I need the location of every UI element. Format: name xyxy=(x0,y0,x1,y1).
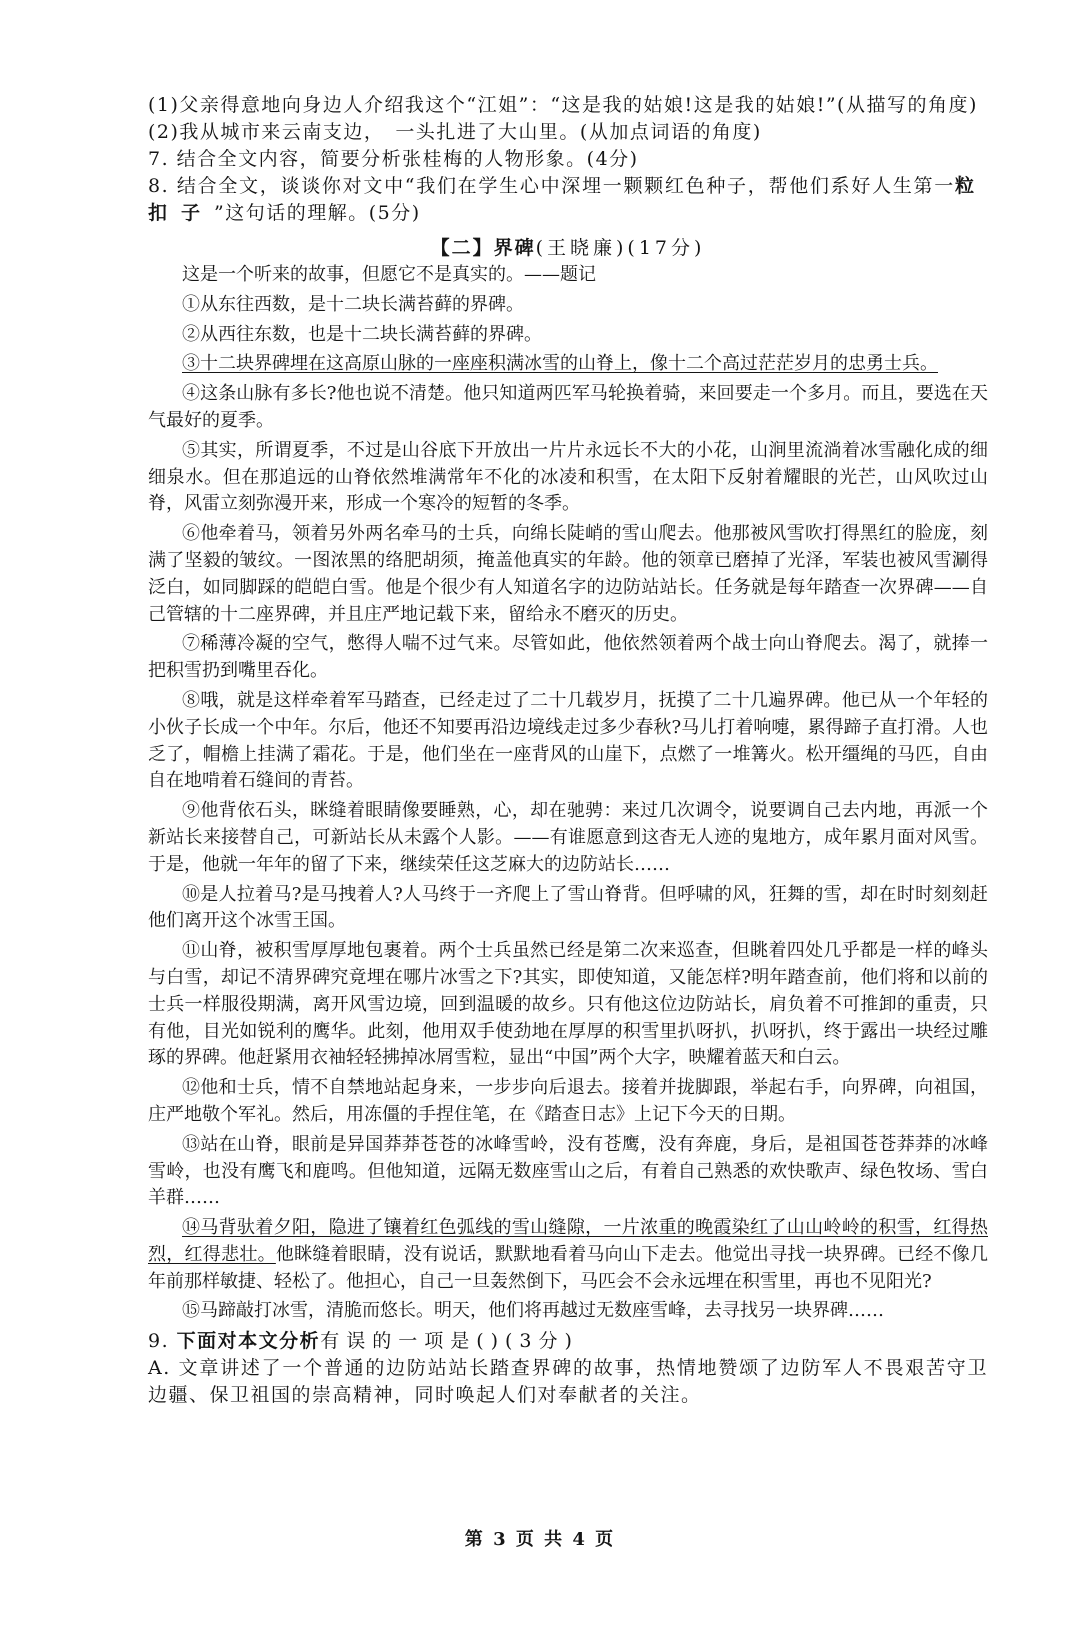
paragraph-12: ⑫他和士兵，情不自禁地站起身来，一步步向后退去。接着并拢脚跟，举起右手，向界碑，向祖国，庄严地敬个军礼。然后，用冻僵的手捏住笔，在《踏查日志》上记下今天的日期。 xyxy=(148,1077,988,1125)
question-9-lead: 下面对本文分析 xyxy=(176,1330,321,1353)
paragraph-14-underlined: ⑭马背驮着夕阳，隐进了镶着红色弧线的雪山缝隙，一片浓重的晚霞染红了山山岭岭的积雪，红得热烈，红得悲壮。 xyxy=(148,1217,988,1265)
story-text xyxy=(148,262,988,1325)
question-8 xyxy=(148,173,988,227)
paragraph-1: ①从东往西数，是十二块长满苔藓的界碑。 xyxy=(182,293,524,315)
exam-page-body xyxy=(148,92,988,1409)
question-8-emphasized-words: 粒扣子 xyxy=(148,175,988,224)
question-9-number: 9. xyxy=(148,1330,177,1353)
paragraph-3 xyxy=(148,351,988,378)
question-8-text-before: 8. 结合全文，谈谈你对文中“我们在学生心中深埋一颗颗红色种子，帮他们系好人生第一 xyxy=(148,175,955,197)
paragraph-11: ⑪山脊，被积雪厚厚地包裹着。两个士兵虽然已经是第二次来巡查，但眺着四处几乎都是一样的峰头与白雪，却记不清界碑究竟埋在哪片冰雪之下?其实，即使知道，又能怎样?明年踏查前，他们将和以前的士兵一样服役期满，离开风雪边境，回到温暖的故乡。只有他这位边防站长，肩负着不可推卸的重责，只有他，目光如锐利的鹰华。此刻，他用双手使劲地在厚厚的积雪里扒呀扒，扒呀扒，终于露出一块经过雕琢的界碑。他赶紧用衣袖轻轻拂掉冰屑雪粒，显出“中国”两个大字，映耀着蓝天和白云。 xyxy=(148,940,988,1069)
paragraph-6: ⑥他牵着马，领着另外两名牵马的士兵，向绵长陡峭的雪山爬去。他那被风雪吹打得黑红的脸庞，刻满了坚毅的皱纹。一图浓黑的络肥胡须，掩盖他真实的年龄。他的领章已磨掉了光泽，军装也被风雪涮得泛白，如同脚踩的皑皑白雪。他是个很少有人知道名字的边防站站长。任务就是每年踏查一次界碑——自己管辖的十二座界碑，并且庄严地记载下来，留给永不磨灭的历史。 xyxy=(148,523,988,625)
section-title: 【二】界碑 xyxy=(430,237,536,259)
question-8-text-after: ”这句话的理解。(5分) xyxy=(214,202,421,224)
question-7: 7. 结合全文内容，简要分析张桂梅的人物形象。(4分) xyxy=(148,148,639,170)
paragraph-3-underlined: ③十二块界碑埋在这高原山脉的一座座积满冰雪的山脊上，像十二个高过茫茫岁月的忠勇士兵。 xyxy=(182,353,938,375)
question-9 xyxy=(148,1328,988,1355)
paragraph-8: ⑧哦，就是这样牵着军马踏查，已经走过了二十几载岁月，抚摸了二十几遍界碑。他已从一个年轻的小伙子长成一个中年。尔后，他还不知要再沿边境线走过多少春秋?马儿打着响嚏，累得蹄子直打滑。人也乏了，帽檐上挂满了霜花。于是，他们坐在一座背风的山崖下，点燃了一堆篝火。松开缰绳的马匹，自由自在地啃着石缝间的青苔。 xyxy=(148,689,988,792)
previous-questions xyxy=(148,92,988,227)
paragraph-2: ②从西往东数，也是十二块长满苔藓的界碑。 xyxy=(182,323,542,345)
question-6-sub2: (2)我从城市来云南支边， 一头扎进了大山里。(从加点词语的角度) xyxy=(148,121,762,143)
question-6-sub1: (1)父亲得意地向身边人介绍我这个“江姐”：“这是我的姑娘!这是我的姑娘!”(从描写的角度) xyxy=(148,94,978,116)
epigraph: 这是一个听来的故事，但愿它不是真实的。——题记 xyxy=(182,264,596,285)
page-footer: 第 3 页 共 4 页 xyxy=(464,1529,616,1550)
question-9-block xyxy=(148,1328,988,1409)
paragraph-5: ⑤其实，所谓夏季，不过是山谷底下开放出一片片永远长不大的小花，山涧里流淌着冰雪融化成的细细泉水。但在那追远的山脊依然堆满常年不化的冰凌和积雪，在太阳下反射着耀眼的光芒，山风吹过山脊，风雷立刻弥漫开来，形成一个寒冷的短暂的冬季。 xyxy=(148,439,988,515)
paragraph-10: ⑩是人拉着马?是马拽着人?人马终于一齐爬上了雪山脊背。但呼啸的风，狂舞的雪，却在时时刻刻赶他们离开这个冰雪王国。 xyxy=(148,883,988,932)
paragraph-4: ④这条山脉有多长?他也说不清楚。他只知道两匹军马轮换着骑，来回要走一个多月。而且，要选在天气最好的夏季。 xyxy=(148,383,988,431)
question-9-option-a: A. 文章讲述了一个普通的边防站站长踏查界碑的故事，热情地赞颂了边防军人不畏艰苦守卫边疆、保卫祖国的崇高精神，同时唤起人们对奉献者的关注。 xyxy=(148,1357,988,1407)
paragraph-13: ⑬站在山脊，眼前是异国莽莽苍苍的冰峰雪岭，没有苍鹰，没有奔鹿，身后，是祖国苍苍莽莽的冰峰雪岭，也没有鹰飞和鹿鸣。但他知道，远隔无数座雪山之后，有着自己熟悉的欢快歌声、绿色牧场、雪白羊群…… xyxy=(148,1133,988,1209)
paragraph-9: ⑨他背依石头，眯缝着眼睛像要睡熟，心，却在驰骋：来过几次调令，说要调自己去内地，再派一个新站长来接替自己，可新站长从未露个人影。——有谁愿意到这杳无人迹的鬼地方，成年累月面对风雪。于是，他就一年年的留了下来，继续荣任这芝麻大的边防站长…… xyxy=(148,800,988,875)
paragraph-14 xyxy=(148,1215,988,1295)
question-9-prompt: 有误的一项是()(3分) xyxy=(320,1330,579,1353)
section-heading xyxy=(148,235,988,262)
paragraph-15: ⑮马蹄敲打冰雪，清脆而悠长。明天，他们将再越过无数座雪峰，去寻找另一块界碑…… xyxy=(182,1300,884,1322)
paragraph-7: ⑦稀薄冷凝的空气，憋得人喘不过气来。尽管如此，他依然领着两个战士向山脊爬去。渴了，就捧一把积雪扔到嘴里吞化。 xyxy=(148,633,988,682)
paragraph-14-rest: 他眯缝着眼睛，没有说话，默默地看着马向山下走去。他觉出寻找一块界碑。已经不像几年前那样敏捷、轻松了。他担心，自己一旦轰然倒下，马匹会不会永远埋在积雪里，再也不见阳光? xyxy=(148,1243,989,1292)
section-author-score: (王晓廉)(17分) xyxy=(535,237,706,259)
